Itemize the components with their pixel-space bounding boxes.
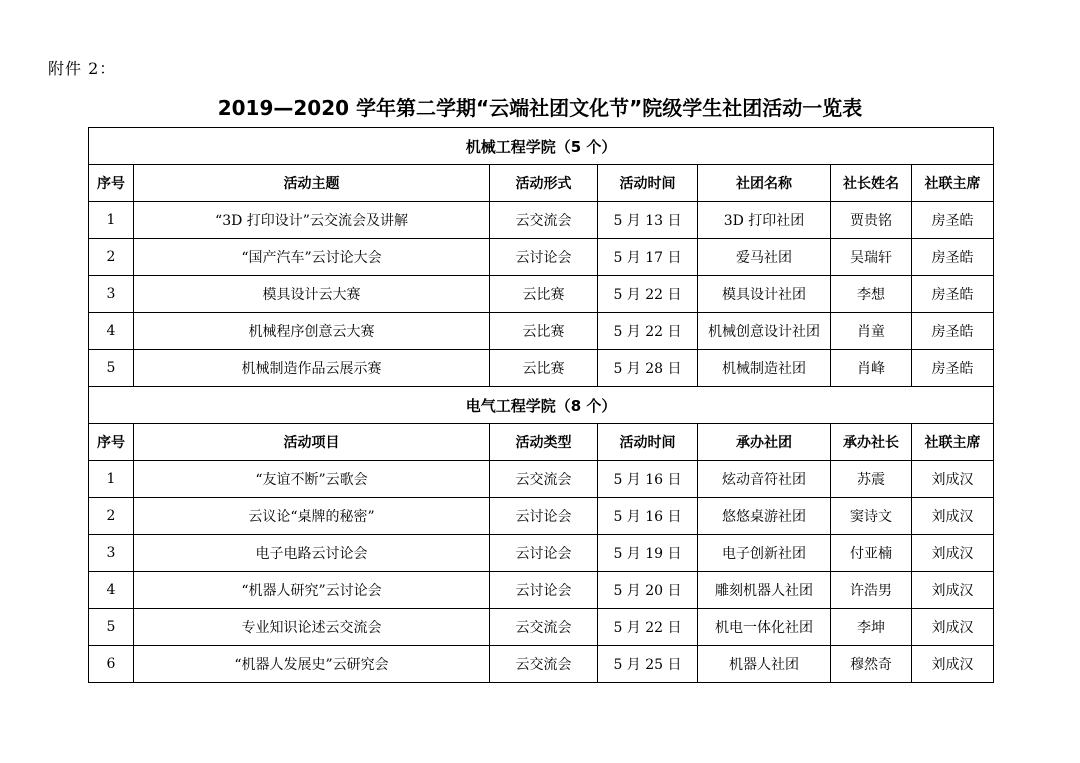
table-cell: 云比赛 [490, 276, 598, 313]
table-cell: 6 [89, 646, 134, 683]
table-cell: 电子电路云讨论会 [134, 535, 490, 572]
table-row [89, 572, 994, 609]
table-cell: 专业知识论述云交流会 [134, 609, 490, 646]
table-cell: 云讨论会 [490, 535, 598, 572]
activity-table [88, 127, 994, 683]
table-cell: 1 [89, 202, 134, 239]
table-cell: “机器人发展史”云研究会 [134, 646, 490, 683]
section-header-row [89, 128, 994, 165]
section-title: 电气工程学院（8 个） [89, 387, 994, 424]
table-cell: “机器人研究”云讨论会 [134, 572, 490, 609]
column-header-row [89, 165, 994, 202]
table-cell: 机械制造社团 [698, 350, 831, 387]
table-row [89, 609, 994, 646]
table-cell: 吴瑞轩 [831, 239, 912, 276]
table-cell: 5 月 25 日 [598, 646, 698, 683]
table-row [89, 239, 994, 276]
table-cell: 机电一体化社团 [698, 609, 831, 646]
column-header: 承办社团 [698, 424, 831, 461]
table-cell: 苏震 [831, 461, 912, 498]
table-cell: 2 [89, 498, 134, 535]
table-cell: 模具设计社团 [698, 276, 831, 313]
table-cell: 3D 打印社团 [698, 202, 831, 239]
column-header: 活动主题 [134, 165, 490, 202]
table-cell: 云交流会 [490, 646, 598, 683]
table-cell: “友谊不断”云歌会 [134, 461, 490, 498]
table-cell: 3 [89, 276, 134, 313]
table-cell: 机械创意设计社团 [698, 313, 831, 350]
table-cell: 模具设计云大赛 [134, 276, 490, 313]
table-cell: 2 [89, 239, 134, 276]
table-cell: “国产汽车”云讨论大会 [134, 239, 490, 276]
table-cell: 云比赛 [490, 350, 598, 387]
column-header: 活动项目 [134, 424, 490, 461]
table-cell: 刘成汉 [912, 572, 994, 609]
table-cell: 云讨论会 [490, 498, 598, 535]
column-header: 社联主席 [912, 424, 994, 461]
table-cell: 刘成汉 [912, 609, 994, 646]
table-cell: 李坤 [831, 609, 912, 646]
table-cell: 李想 [831, 276, 912, 313]
table-cell: 贾贵铭 [831, 202, 912, 239]
table-cell: 5 月 19 日 [598, 535, 698, 572]
table-cell: 房圣皓 [912, 276, 994, 313]
table-cell: 穆然奇 [831, 646, 912, 683]
table-row [89, 461, 994, 498]
table-row [89, 646, 994, 683]
attachment-label: 附件 2： [48, 59, 117, 78]
table-cell: 机械程序创意云大赛 [134, 313, 490, 350]
table-cell: 房圣皓 [912, 202, 994, 239]
table-cell: 云交流会 [490, 461, 598, 498]
table-cell: “3D 打印设计”云交流会及讲解 [134, 202, 490, 239]
table-cell: 刘成汉 [912, 461, 994, 498]
table-cell: 3 [89, 535, 134, 572]
table-cell: 房圣皓 [912, 350, 994, 387]
column-header: 社长姓名 [831, 165, 912, 202]
table-cell: 5 月 16 日 [598, 461, 698, 498]
table-cell: 5 [89, 609, 134, 646]
table-cell: 炫动音符社团 [698, 461, 831, 498]
section-title: 机械工程学院（5 个） [89, 128, 994, 165]
table-row [89, 498, 994, 535]
table-cell: 云交流会 [490, 202, 598, 239]
table-cell: 爱马社团 [698, 239, 831, 276]
table-cell: 云议论“桌牌的秘密” [134, 498, 490, 535]
document-title: 2019—2020 学年第二学期“云端社团文化节”院级学生社团活动一览表 [217, 96, 863, 120]
table-cell: 雕刻机器人社团 [698, 572, 831, 609]
table-cell: 1 [89, 461, 134, 498]
table-cell: 5 月 17 日 [598, 239, 698, 276]
table-cell: 机器人社团 [698, 646, 831, 683]
table-cell: 刘成汉 [912, 498, 994, 535]
table-row [89, 202, 994, 239]
table-cell: 肖童 [831, 313, 912, 350]
table-cell: 刘成汉 [912, 646, 994, 683]
column-header: 承办社长 [831, 424, 912, 461]
table-cell: 房圣皓 [912, 313, 994, 350]
table-cell: 刘成汉 [912, 535, 994, 572]
table-cell: 许浩男 [831, 572, 912, 609]
column-header: 活动类型 [490, 424, 598, 461]
column-header: 社联主席 [912, 165, 994, 202]
table-cell: 5 月 28 日 [598, 350, 698, 387]
table-cell: 4 [89, 313, 134, 350]
table-cell: 5 月 22 日 [598, 276, 698, 313]
table-cell: 5 月 22 日 [598, 313, 698, 350]
table-cell: 5 [89, 350, 134, 387]
table-cell: 悠悠桌游社团 [698, 498, 831, 535]
table-row [89, 350, 994, 387]
table-cell: 5 月 20 日 [598, 572, 698, 609]
table-cell: 云交流会 [490, 609, 598, 646]
column-header: 活动形式 [490, 165, 598, 202]
table-cell: 5 月 16 日 [598, 498, 698, 535]
table-cell: 窦诗文 [831, 498, 912, 535]
column-header: 序号 [89, 424, 134, 461]
table-cell: 云讨论会 [490, 572, 598, 609]
table-cell: 5 月 13 日 [598, 202, 698, 239]
column-header: 序号 [89, 165, 134, 202]
table-cell: 电子创新社团 [698, 535, 831, 572]
table-cell: 肖峰 [831, 350, 912, 387]
table-cell: 5 月 22 日 [598, 609, 698, 646]
column-header: 社团名称 [698, 165, 831, 202]
column-header: 活动时间 [598, 424, 698, 461]
column-header-row [89, 424, 994, 461]
column-header: 活动时间 [598, 165, 698, 202]
table-cell: 云讨论会 [490, 239, 598, 276]
table-row [89, 313, 994, 350]
table-cell: 云比赛 [490, 313, 598, 350]
table-row [89, 276, 994, 313]
table-row [89, 535, 994, 572]
section-header-row [89, 387, 994, 424]
table-cell: 4 [89, 572, 134, 609]
table-cell: 付亚楠 [831, 535, 912, 572]
table-cell: 房圣皓 [912, 239, 994, 276]
table-cell: 机械制造作品云展示赛 [134, 350, 490, 387]
